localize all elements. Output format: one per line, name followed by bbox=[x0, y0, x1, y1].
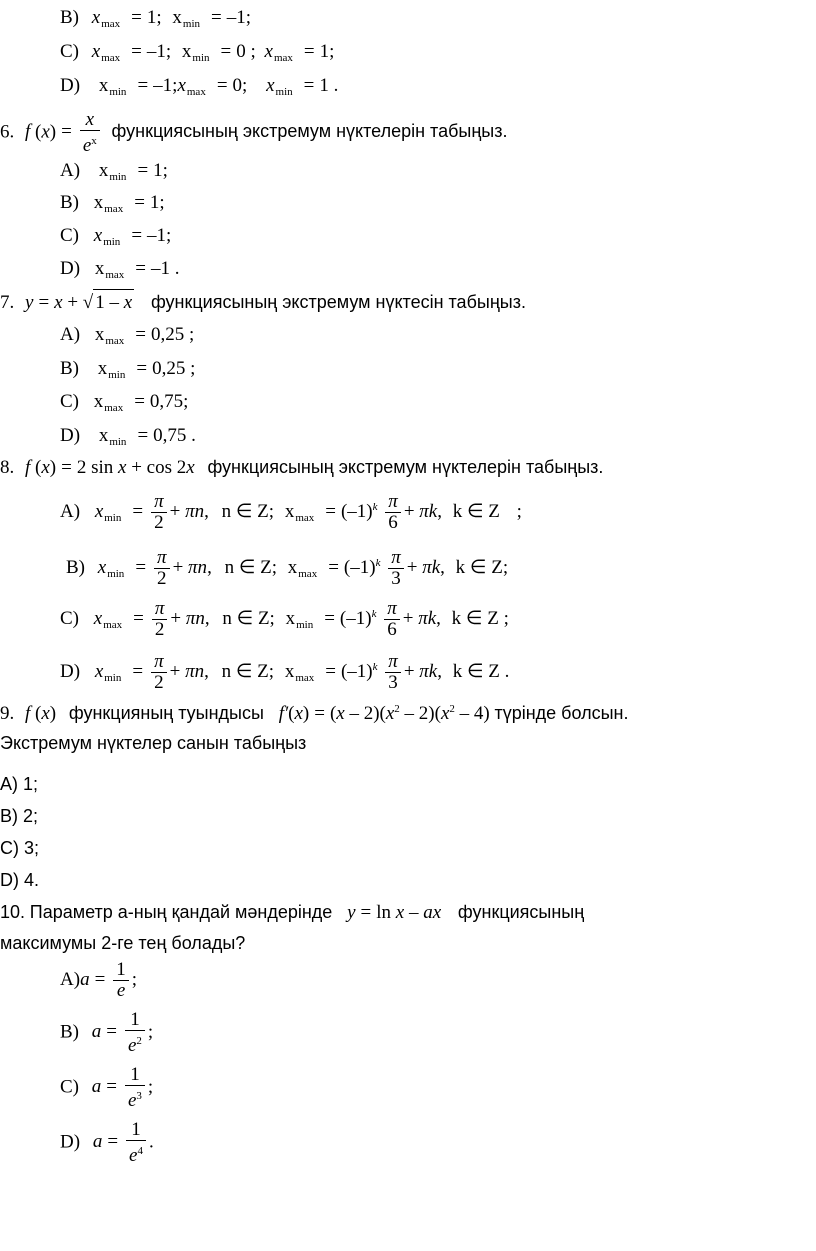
q10-option-b: B) a = $\frac{1}{e^2}$ ; bbox=[60, 1009, 154, 1056]
q6-option-a: A) $x_{min} = 1$; bbox=[60, 160, 168, 183]
q5-option-d: D) $x_{min}$ = $-1;x_{max} = 0$; $x_{min} = 1$ . bbox=[60, 75, 339, 98]
q8-option-c: C) $x_{max}$ = $\frac{\pi}{2}$ + πn, n ∈ Z; $x_{min} = (-1)^k$ $\frac{\pi}{6}$ + πk, k ∈ Z ; bbox=[60, 598, 509, 641]
q10-stem-line2: максимумы 2-ге тең болады? bbox=[0, 933, 246, 953]
q7-option-a: A) $x_{max} = 0,25$ ; bbox=[60, 324, 195, 347]
q8-option-a: A) $x_{min}$ = $\frac{\pi}{2}$ + πn, n ∈ Z; $x_{max} = (-1)^k$ $\frac{\pi}{6}$ + πk, k ∈ Z ; bbox=[60, 491, 522, 534]
q8-stem: 8. f (x) = 2 sin x + cos 2x функциясының экстремум нүктелерін табыңыз. bbox=[0, 457, 604, 478]
q9-option-b: B) 2; bbox=[0, 806, 39, 826]
q10-stem: 10. Параметр а-ның қандай мәндерінде y = ln x – ax функциясының bbox=[0, 902, 585, 923]
q5-option-c: C) $x_{max} = -1$; $x_{min} = 0$ ; $x_{max} = 1$; bbox=[60, 41, 335, 64]
q9-option-d: D) 4. bbox=[0, 870, 40, 890]
q8-option-b: B) $x_{min}$ = $\frac{\pi}{2}$ + πn, n ∈ Z; $x_{max} = (-1)^k$ $\frac{\pi}{3}$ + πk, k ∈ Z; bbox=[66, 547, 509, 590]
q10-option-d: D) a = $\frac{1}{e^4}$ . bbox=[60, 1119, 154, 1166]
q9-option-c: C) 3; bbox=[0, 838, 40, 858]
q7-stem: 7. y = x + √ 1 – x функциясының экстремум нүктесін табыңыз. bbox=[0, 289, 526, 316]
q6-option-c: C) $x_{min} = -1$; bbox=[60, 225, 172, 248]
q6-stem: 6. f (x) = $\frac{x}{e^x}$ функциясының экстремум нүктелерін табыңыз. bbox=[0, 109, 508, 156]
q7-option-c: C) $x_{max} = 0,75$; bbox=[60, 391, 189, 414]
q10-option-a: A)a = $\frac{1}{e}$ ; bbox=[60, 959, 138, 1002]
q8-option-d: D) $x_{min}$ = $\frac{\pi}{2}$ + πn, n ∈ Z; $x_{max} = (-1)^k$ $\frac{\pi}{3}$ + πk, k ∈ Z . bbox=[60, 651, 510, 694]
q5-option-b: B) $x_{max} = 1$; $x_{min} = -1$; bbox=[60, 7, 252, 30]
q9-stem: 9. f (x) функцияның туындысы $f'(x) = (x - 2)(x^2 - 2)(x^2 - 4)$ түрінде болсын. bbox=[0, 703, 629, 724]
q9-option-a: A) 1; bbox=[0, 774, 39, 794]
q6-option-b: B) $x_{max} = 1$; bbox=[60, 192, 165, 215]
q7-option-b: B) $x_{min} = 0,25$ ; bbox=[60, 358, 196, 381]
q6-option-d: D) $x_{max} = -1$ . bbox=[60, 258, 180, 281]
q9-stem-line2: Экстремум нүктелер санын табыңыз bbox=[0, 733, 307, 753]
q7-option-d: D) $x_{min} = 0,75$ . bbox=[60, 425, 196, 448]
q10-option-c: C) a = $\frac{1}{e^3}$ ; bbox=[60, 1064, 154, 1111]
